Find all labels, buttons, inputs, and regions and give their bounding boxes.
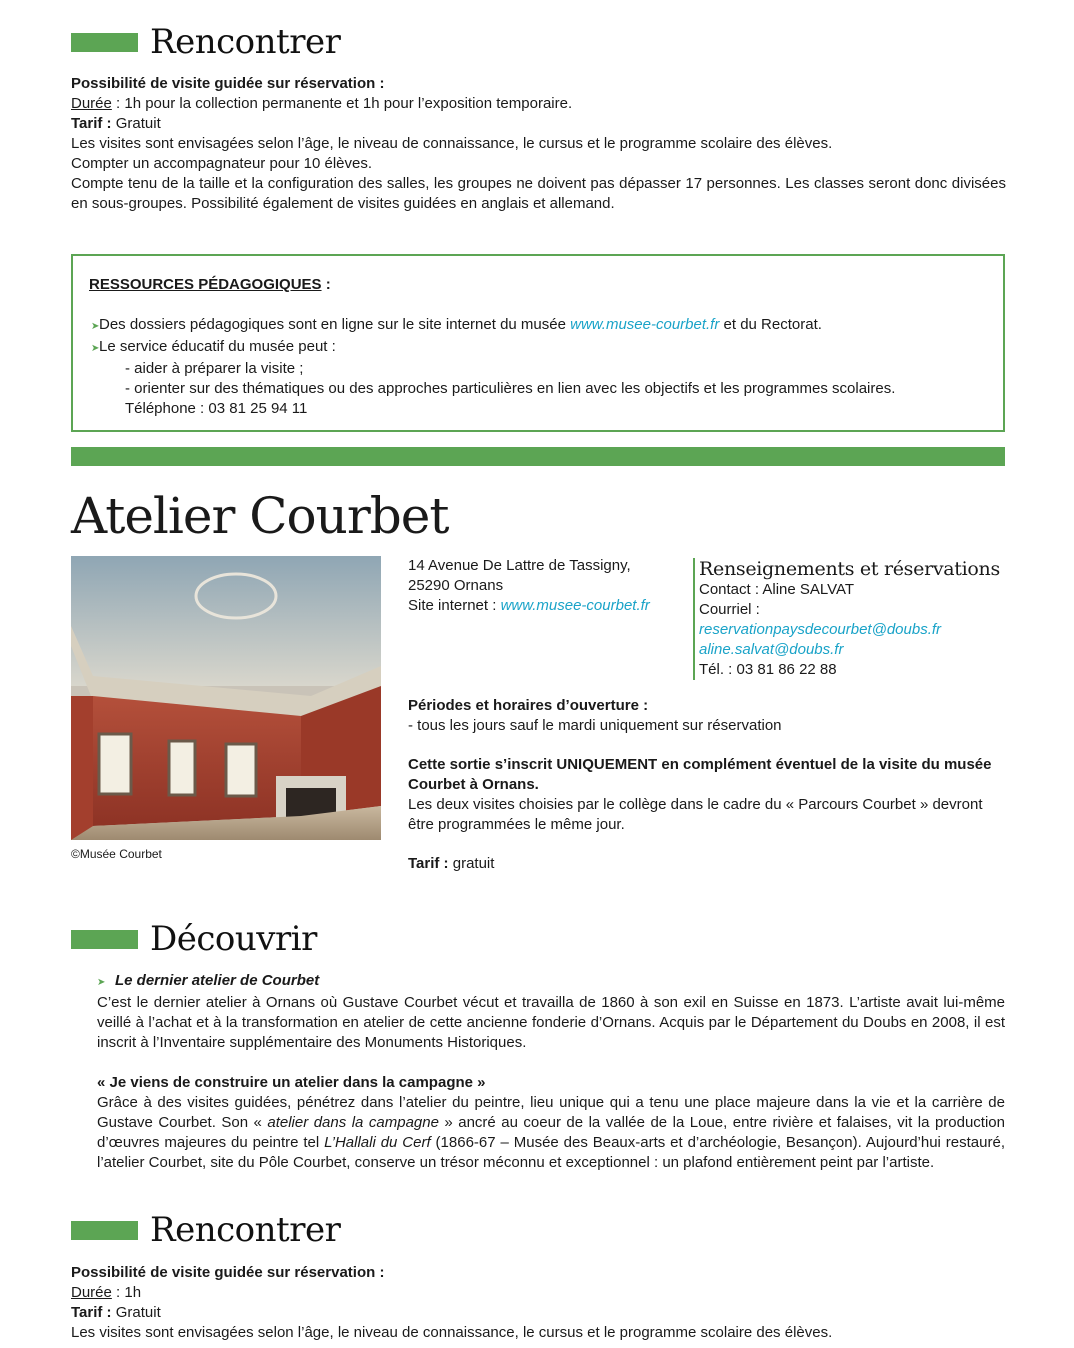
tarif-value: Gratuit	[111, 1304, 161, 1321]
section1-body	[71, 74, 1006, 214]
sub-item: - aider à préparer la visite ;	[125, 360, 304, 377]
phone-line: Téléphone : 03 81 25 94 11	[125, 400, 308, 417]
visit-line-2: Compter un accompagnateur pour 10 élèves.	[71, 155, 373, 172]
phone-line: Tél. : 03 81 86 22 88	[699, 661, 837, 678]
atelier-interior-illustration	[71, 556, 381, 840]
resources-title-suffix: :	[321, 276, 331, 293]
site-line	[408, 596, 688, 616]
para-2-part-c: (1866-67 – Musée des Beaux-arts et d’archéologie, Besançon). Aujourd’hui restauré, l’atelier Courbet, site du Pôle Courbet, conserve un trésor méconnu et exceptionnel : un plafond entièrement peint par l’artiste.	[97, 1134, 1005, 1171]
contact-line: Contact : Aline SALVAT	[699, 581, 855, 598]
info-divider	[693, 558, 695, 680]
address-block	[408, 556, 688, 616]
section-heading-decouvrir	[71, 919, 317, 959]
chevron-right-icon: ➤	[97, 977, 106, 988]
duree-value: : 1h pour la collection permanente et 1h pour l’exposition temporaire.	[111, 95, 573, 112]
section-heading-rencontrer	[71, 22, 340, 62]
decouvrir-para-2	[97, 1093, 1005, 1173]
guided-visit-title: Possibilité de visite guidée sur réservation :	[71, 75, 385, 92]
address-line-2: 25290 Ornans	[408, 577, 504, 594]
tarif-label: Tarif :	[71, 115, 112, 132]
para-2-italic-2: L’Hallali du Cerf	[324, 1134, 431, 1151]
visit-line-1: Les visites sont envisagées selon l’âge, le niveau de connaissance, le cursus et le programme scolaire des élèves.	[71, 1324, 833, 1341]
heading-bar	[71, 1221, 138, 1240]
guided-visit-title: Possibilité de visite guidée sur réservation :	[71, 1264, 385, 1281]
heading-text: Découvrir	[150, 919, 317, 959]
info-block	[699, 558, 1019, 680]
sub-item: - orienter sur des thématiques ou des approches particulières en lien avec les objectifs et les programmes scolaires.	[125, 380, 896, 397]
periods-title: Périodes et horaires d’ouverture :	[408, 697, 649, 714]
visit-line-1: Les visites sont envisagées selon l’âge, le niveau de connaissance, le cursus et le programme scolaire des élèves.	[71, 135, 833, 152]
tarif-label: Tarif :	[71, 1304, 112, 1321]
resources-item-2: Le service éducatif du musée peut :	[99, 338, 336, 355]
chevron-right-icon: ➤	[91, 343, 100, 354]
decouvrir-body	[97, 971, 1005, 1173]
quote-title: « Je viens de construire un atelier dans la campagne »	[97, 1074, 486, 1091]
decouvrir-para-1: C’est le dernier atelier à Ornans où Gustave Courbet vécut et travailla de 1860 à son exil en Suisse en 1873. L’artiste avait lui-même veillé à l’achat et à la transformation en atelier de cette ancienne fonderie d’Ornans. Acquis par le Département du Doubs en 2008, il est inscrit à l’Inventaire supplémentaire des Monuments Historiques.	[97, 994, 1005, 1051]
decouvrir-subtitle-line	[97, 971, 1005, 993]
heading-text: Rencontrer	[150, 22, 341, 62]
photo-caption: ©Musée Courbet	[71, 847, 162, 861]
email-link-2[interactable]: aline.salvat@doubs.fr	[699, 641, 844, 658]
duree-line	[71, 1283, 1006, 1303]
periods-block	[408, 696, 1005, 874]
duree-label: Durée	[71, 1284, 112, 1301]
visit-line-3: Compte tenu de la taille et la configuration des salles, les groupes ne doivent pas dépasser 17 personnes. Les classes seront donc divisées en sous-groupes. Possibilité également de visites guidées en anglais et allemand.	[71, 175, 1006, 212]
item-1-suffix: et du Rectorat.	[719, 316, 822, 333]
heading-bar	[71, 33, 138, 52]
tarif-line	[71, 1303, 1006, 1323]
note-text: Les deux visites choisies par le collège dans le cadre du « Parcours Courbet » devront être programmées le même jour.	[408, 796, 983, 833]
chevron-right-icon: ➤	[91, 321, 100, 332]
heading-text: Rencontrer	[150, 1210, 341, 1250]
para-2-part-b: » ancré au coeur de la vallée de la Loue, entre rivière et falaises, vit la production d’œuvres majeures du peintre tel	[97, 1114, 1005, 1151]
para-2-italic-1: atelier dans la campagne	[267, 1114, 439, 1131]
duree-value: : 1h	[111, 1284, 142, 1301]
tarif-value: Gratuit	[111, 115, 161, 132]
item-1-prefix: Des dossiers pédagogiques sont en ligne sur le site internet du musée	[99, 316, 571, 333]
decouvrir-subtitle: Le dernier atelier de Courbet	[115, 972, 320, 989]
tarif-value: gratuit	[448, 855, 495, 872]
para-2-part-a: Grâce à des visites guidées, pénétrez dans l’atelier du peintre, lieu unique qui a tenu une place majeure dans la vie et la carrière de Gustave Courbet. Son «	[97, 1094, 1005, 1131]
atelier-tarif-line	[408, 854, 1005, 874]
email-label: Courriel :	[699, 601, 760, 618]
resources-title: RESSOURCES PÉDAGOGIQUES	[89, 276, 322, 293]
tarif-label: Tarif :	[408, 855, 449, 872]
email-link-1[interactable]: reservationpaysdecourbet@doubs.fr	[699, 621, 942, 638]
periods-value: - tous les jours sauf le mardi uniquement sur réservation	[408, 717, 782, 734]
resources-sub-list	[73, 359, 973, 419]
note-bold: Cette sortie s’inscrit UNIQUEMENT en complément éventuel de la visite du musée Courbet à Ornans.	[408, 756, 992, 793]
site-link[interactable]: www.musee-courbet.fr	[500, 597, 650, 614]
address-line-1: 14 Avenue De Lattre de Tassigny,	[408, 557, 631, 574]
duree-label: Durée	[71, 95, 112, 112]
list-item	[73, 315, 973, 337]
section-heading-rencontrer-2	[71, 1210, 340, 1250]
page-title: Atelier Courbet	[71, 487, 449, 545]
resources-title-line	[89, 275, 331, 295]
resources-item-1	[99, 315, 822, 335]
resources-list	[73, 315, 973, 419]
duree-line	[71, 94, 1006, 114]
site-label: Site internet :	[408, 597, 501, 614]
heading-bar	[71, 930, 138, 949]
tarif-line	[71, 114, 1006, 134]
green-divider	[71, 447, 1005, 466]
museum-website-link[interactable]: www.musee-courbet.fr	[570, 316, 720, 333]
info-title: Renseignements et réservations	[699, 558, 1000, 580]
section2-body	[71, 1263, 1006, 1343]
list-item	[73, 337, 973, 359]
resources-box	[71, 254, 1005, 432]
atelier-photo	[71, 556, 381, 840]
